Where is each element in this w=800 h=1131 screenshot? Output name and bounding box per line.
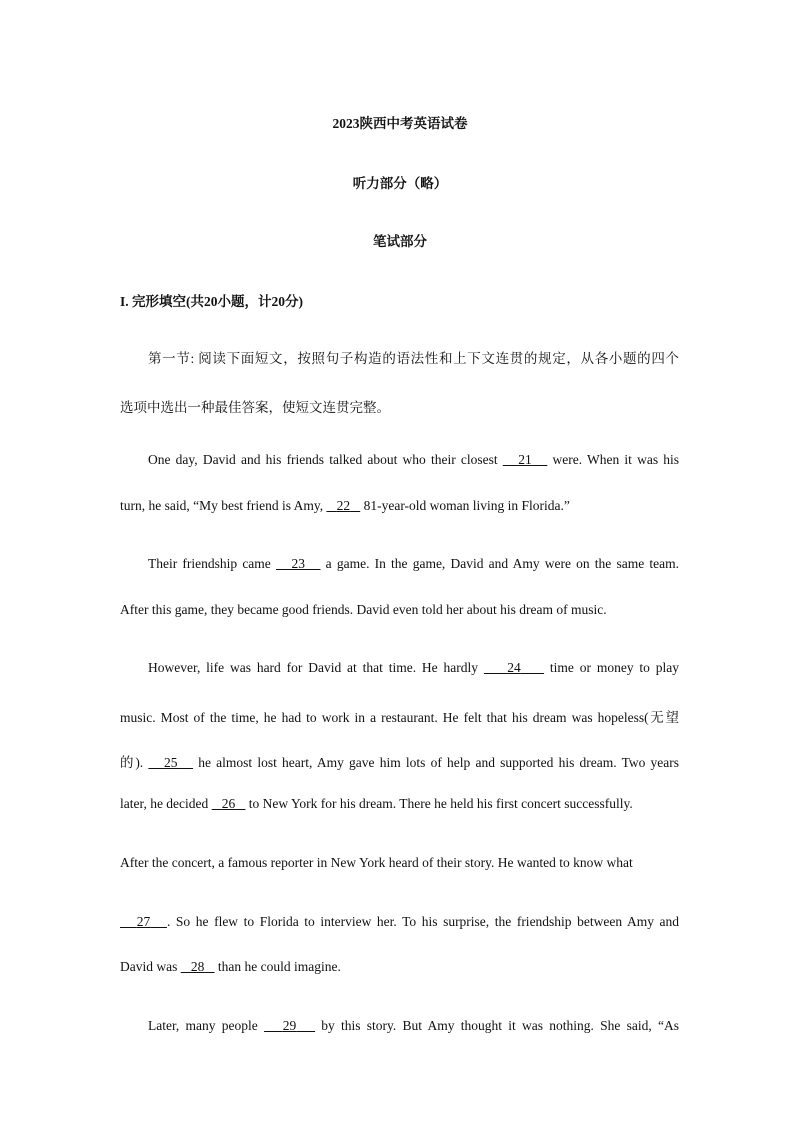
- blank-number: 25: [163, 755, 178, 770]
- blank-23: [276, 556, 321, 571]
- passage-text: . So he flew to Florida to interview her. To his surprise, the friendship between Amy and: [166, 914, 680, 929]
- blank-number: 29: [282, 1018, 297, 1033]
- blank-21: [503, 452, 548, 467]
- passage-line: [148, 1018, 679, 1034]
- blank-number: 24: [507, 660, 521, 675]
- passage-line: [148, 660, 679, 676]
- blank-28: [181, 959, 215, 974]
- blank-number: 22: [336, 498, 351, 513]
- blank-25: [148, 755, 193, 770]
- instruction-line: 第一节: 阅读下面短文，按照句子构造的语法性和上下文连贯的规定，从各小题的四个: [148, 351, 679, 366]
- passage-line: [120, 751, 679, 771]
- blank-number: 27: [136, 914, 151, 929]
- passage-text: David was: [120, 959, 178, 974]
- passage-text: However, life was hard for David at that time. He hardly: [148, 660, 479, 675]
- blank-29: [264, 1018, 315, 1033]
- passage-text: to New York for his dream. There he held his first concert successfully.: [248, 796, 633, 811]
- passage-text: he almost lost heart, Amy gave him lots of help and supported his dream. Two years: [198, 755, 680, 770]
- passage-line: After this game, they became good friends. David even told her about his dream of music.: [120, 602, 607, 617]
- exam-title: 2023陕西中考英语试卷: [332, 116, 468, 131]
- passage-text: Later, many people: [148, 1018, 258, 1033]
- passage-line: [148, 452, 679, 468]
- passage-text: were. When it was his: [552, 452, 680, 467]
- passage-text: 81-year-old woman living in Florida.”: [363, 498, 570, 513]
- passage-line: [120, 959, 341, 975]
- blank-number: 23: [291, 556, 305, 571]
- passage-line: [148, 556, 679, 572]
- passage-text: 的).: [120, 755, 144, 770]
- passage-line: [120, 914, 679, 930]
- passage-text: Their friendship came: [148, 556, 271, 571]
- passage-line: [120, 498, 570, 514]
- blank-24: [484, 660, 544, 675]
- passage-line: After the concert, a famous reporter in New York heard of their story. He wanted to know what: [120, 855, 633, 870]
- section-heading: I. 完形填空(共20小题，计20分): [120, 294, 303, 309]
- passage-text: than he could imagine.: [217, 959, 341, 974]
- blank-26: [212, 796, 246, 811]
- blank-22: [326, 498, 360, 513]
- passage-text: later, he decided: [120, 796, 209, 811]
- blank-number: 26: [221, 796, 236, 811]
- passage-text: a game. In the game, David and Amy were on the same team.: [325, 556, 679, 571]
- passage-line: music. Most of the time, he had to work in a restaurant. He felt that his dream was hopeless(无望: [120, 710, 679, 725]
- listening-section-title: 听力部分（略）: [352, 176, 448, 191]
- passage-text: One day, David and his friends talked about who their closest: [148, 452, 498, 467]
- passage-text: time or money to play: [549, 660, 680, 675]
- instruction-line: 选项中选出一种最佳答案，使短文连贯完整。: [120, 400, 390, 415]
- written-section-title: 笔试部分: [373, 234, 427, 249]
- passage-line: [120, 796, 633, 812]
- passage-text: turn, he said, “My best friend is Amy,: [120, 498, 324, 513]
- blank-number: 28: [190, 959, 205, 974]
- blank-number: 21: [518, 452, 532, 467]
- passage-text: by this story. But Amy thought it was nothing. She said, “As: [321, 1018, 680, 1033]
- blank-27: [120, 914, 167, 929]
